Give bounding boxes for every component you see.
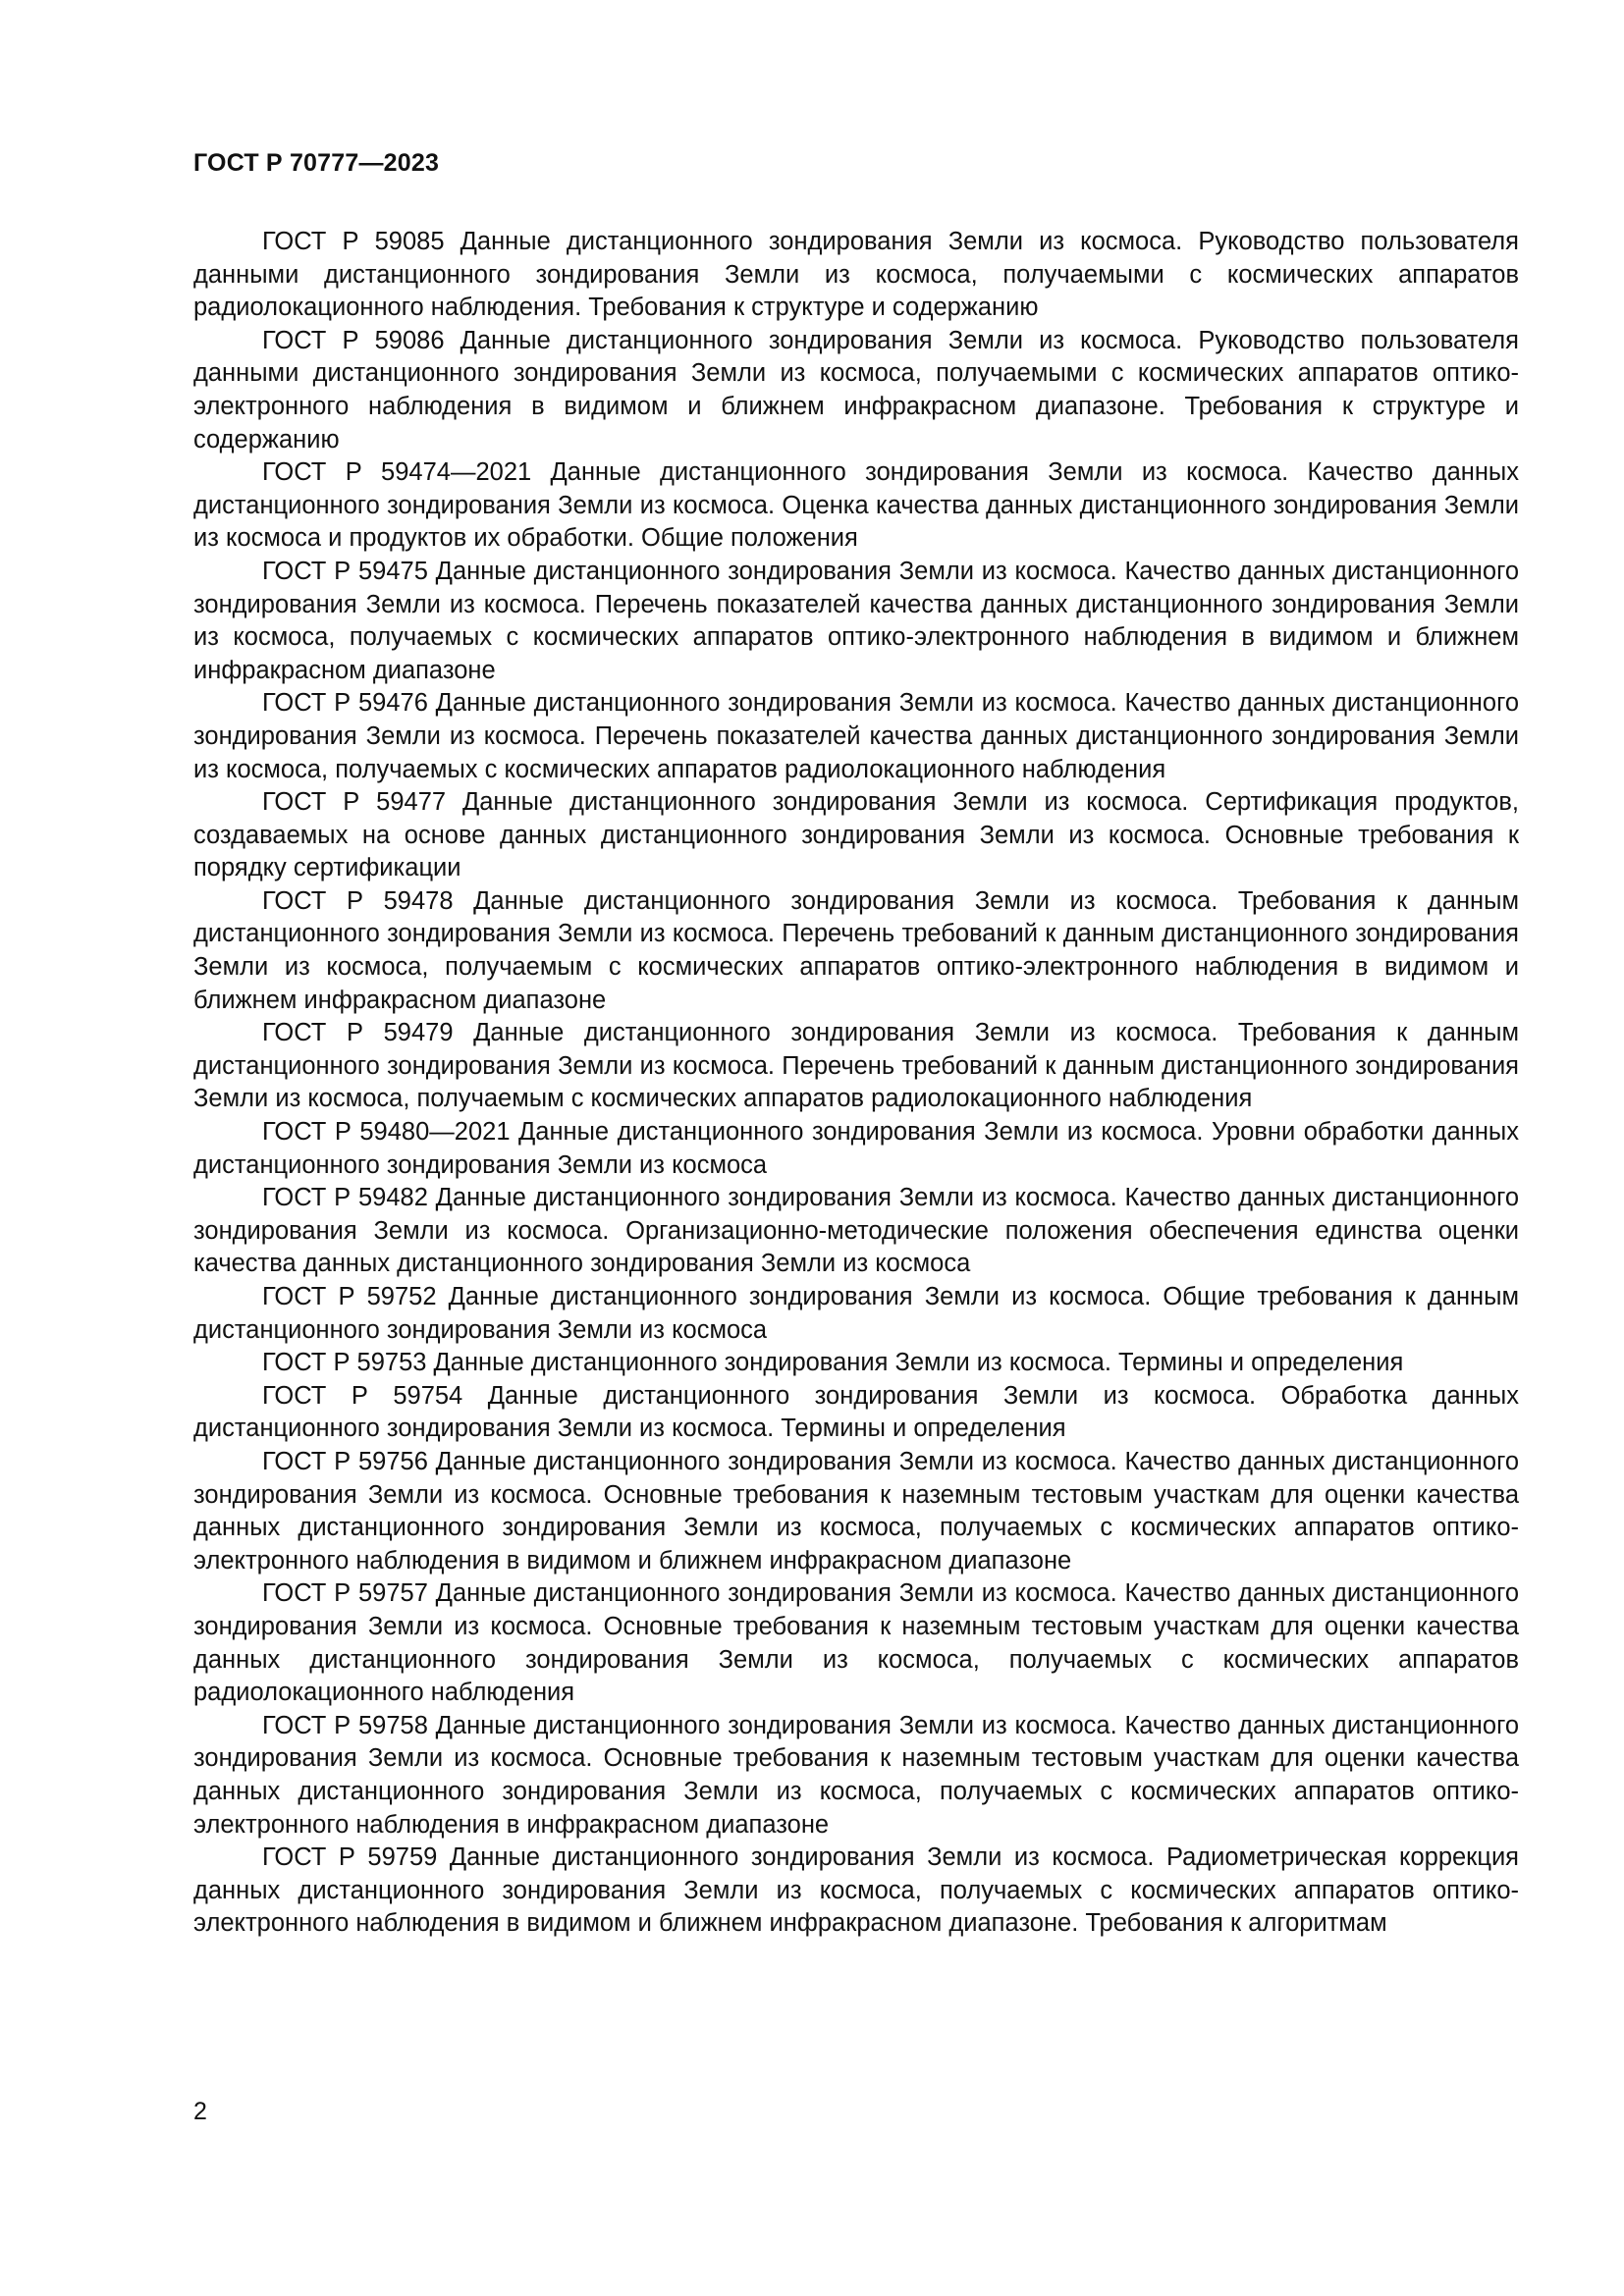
reference-item: ГОСТ Р 59477 Данные дистанционного зондирования Земли из космоса. Сертификация продуктов, создаваемых на основе данных дистанционного зондирования Земли из космоса. Основные требования к порядку сертификации <box>193 788 1519 882</box>
reference-item: ГОСТ Р 59480—2021 Данные дистанционного зондирования Земли из космоса. Уровни обработки данных дистанционного зондирования Земли из космоса <box>193 1118 1519 1179</box>
document-header-title: ГОСТ Р 70777—2023 <box>193 149 440 177</box>
reference-item: ГОСТ Р 59479 Данные дистанционного зондирования Земли из космоса. Требования к данным дистанционного зондирования Земли из космоса. Перечень требований к данным дистанционного зондирования Земли из космоса, получаемым с космических аппаратов радиолокационного наблюдения <box>193 1019 1519 1113</box>
reference-item: ГОСТ Р 59476 Данные дистанционного зондирования Земли из космоса. Качество данных дистанционного зондирования Земли из космоса. Перечень показателей качества данных дистанционного зондирования Земли из космоса, получаемых с космических аппаратов радиолокационного наблюдения <box>193 689 1519 783</box>
normative-references-list <box>193 226 1519 1941</box>
reference-item: ГОСТ Р 59482 Данные дистанционного зондирования Земли из космоса. Качество данных дистанционного зондирования Земли из космоса. Организационно-методические положения обеспечения единства оценки качества данных дистанционного зондирования Земли из космоса <box>193 1184 1519 1278</box>
reference-item: ГОСТ Р 59759 Данные дистанционного зондирования Земли из космоса. Радиометрическая коррекция данных дистанционного зондирования Земли из космоса, получаемых с космических аппаратов оптико-электронного наблюдения в видимом и ближнем инфракрасном диапазоне. Требования к алгоритмам <box>193 1843 1519 1938</box>
reference-item: ГОСТ Р 59478 Данные дистанционного зондирования Земли из космоса. Требования к данным дистанционного зондирования Земли из космоса. Перечень требований к данным дистанционного зондирования Земли из космоса, получаемым с космических аппаратов оптико-электронного наблюдения в видимом и ближнем инфракрасном диапазоне <box>193 886 1519 1014</box>
reference-item: ГОСТ Р 59757 Данные дистанционного зондирования Земли из космоса. Качество данных дистанционного зондирования Земли из космоса. Основные требования к наземным тестовым участкам для оценки качества данных дистанционного зондирования Земли из космоса, получаемых с космических аппаратов радиолокационного наблюдения <box>193 1579 1519 1707</box>
reference-item: ГОСТ Р 59758 Данные дистанционного зондирования Земли из космоса. Качество данных дистанционного зондирования Земли из космоса. Основные требования к наземным тестовым участкам для оценки качества данных дистанционного зондирования Земли из космоса, получаемых с космических аппаратов оптико-электронного наблюдения в инфракрасном диапазоне <box>193 1711 1519 1839</box>
reference-item: ГОСТ Р 59754 Данные дистанционного зондирования Земли из космоса. Обработка данных дистанционного зондирования Земли из космоса. Термины и определения <box>193 1381 1519 1443</box>
reference-item: ГОСТ Р 59752 Данные дистанционного зондирования Земли из космоса. Общие требования к данным дистанционного зондирования Земли из космоса <box>193 1283 1519 1344</box>
page-number: 2 <box>193 2098 207 2125</box>
reference-item: ГОСТ Р 59475 Данные дистанционного зондирования Земли из космоса. Качество данных дистанционного зондирования Земли из космоса. Перечень показателей качества данных дистанционного зондирования Земли из космоса, получаемых с космических аппаратов оптико-электронного наблюдения в видимом и ближнем инфракрасном диапазоне <box>193 557 1519 684</box>
reference-item: ГОСТ Р 59085 Данные дистанционного зондирования Земли из космоса. Руководство пользователя данными дистанционного зондирования Земли из космоса, получаемыми с космических аппаратов радиолокационного наблюдения. Требования к структуре и содержанию <box>193 228 1519 322</box>
reference-item: ГОСТ Р 59474—2021 Данные дистанционного зондирования Земли из космоса. Качество данных дистанционного зондирования Земли из космоса. Оценка качества данных дистанционного зондирования Земли из космоса и продуктов их обработки. Общие положения <box>193 458 1519 553</box>
reference-item: ГОСТ Р 59756 Данные дистанционного зондирования Земли из космоса. Качество данных дистанционного зондирования Земли из космоса. Основные требования к наземным тестовым участкам для оценки качества данных дистанционного зондирования Земли из космоса, получаемых с космических аппаратов оптико-электронного наблюдения в видимом и ближнем инфракрасном диапазоне <box>193 1447 1519 1575</box>
reference-item: ГОСТ Р 59086 Данные дистанционного зондирования Земли из космоса. Руководство пользователя данными дистанционного зондирования Земли из космоса, получаемыми с космических аппаратов оптико-электронного наблюдения в видимом и ближнем инфракрасном диапазоне. Требования к структуре и содержанию <box>193 326 1519 454</box>
reference-item: ГОСТ Р 59753 Данные дистанционного зондирования Земли из космоса. Термины и определения <box>262 1349 1404 1377</box>
